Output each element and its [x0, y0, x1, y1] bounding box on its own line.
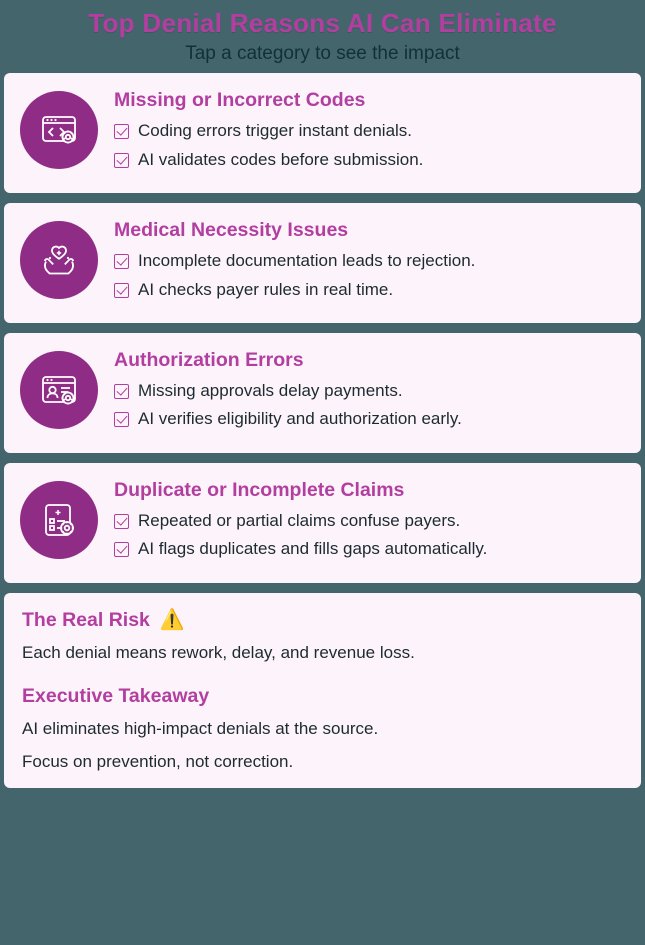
check-icon: [114, 124, 129, 139]
card-title: Medical Necessity Issues: [114, 219, 349, 242]
check-icon: [114, 542, 129, 557]
bullet-text: AI verifies eligibility and authorization early.: [138, 409, 462, 429]
takeaway-line-1: AI eliminates high-impact denials at the source.: [22, 718, 379, 738]
executive-takeaway-heading: [22, 685, 623, 708]
bullet-text: AI validates codes before submission.: [138, 149, 424, 169]
bullet-text: Missing approvals delay payments.: [138, 381, 403, 401]
bullet-item: [114, 538, 625, 560]
bullet-item: [114, 510, 625, 532]
card-title: Missing or Incorrect Codes: [114, 89, 366, 112]
check-icon: [114, 283, 129, 298]
header: [0, 0, 645, 73]
real-risk-text: Each denial means rework, delay, and revenue loss.: [22, 642, 415, 662]
bullet-text: AI flags duplicates and fills gaps automatically.: [138, 539, 488, 559]
card-body: [114, 347, 625, 437]
bullet-text: Repeated or partial claims confuse payers.: [138, 510, 461, 530]
check-icon: [114, 514, 129, 529]
card-title: Duplicate or Incomplete Claims: [114, 478, 405, 501]
real-risk-heading: [22, 609, 623, 632]
check-icon: [114, 412, 129, 427]
real-risk-title: The Real Risk: [22, 608, 150, 631]
summary-panel: [4, 593, 641, 788]
denial-card-codes[interactable]: [4, 73, 641, 193]
bullet-item: [114, 149, 625, 171]
card-body: [114, 87, 625, 177]
takeaway-line-2: Focus on prevention, not correction.: [22, 751, 294, 771]
bullet-item: [114, 380, 625, 402]
hands-heart-medical-icon: [20, 221, 98, 299]
check-icon: [114, 384, 129, 399]
bullet-item: [114, 120, 625, 142]
executive-takeaway-title: Executive Takeaway: [22, 684, 210, 707]
card-title: Authorization Errors: [114, 349, 304, 372]
card-body: [114, 477, 625, 567]
bullet-item: [114, 408, 625, 430]
bullet-item: [114, 250, 625, 272]
card-body: [114, 217, 625, 307]
document-gear-icon: [20, 481, 98, 559]
page-subtitle: Tap a category to see the impact: [185, 43, 460, 65]
bullet-text: Incomplete documentation leads to rejection.: [138, 251, 476, 271]
bullet-text: Coding errors trigger instant denials.: [138, 121, 413, 141]
check-icon: [114, 254, 129, 269]
warning-triangle-icon: ⚠️: [159, 609, 185, 632]
bullet-item: [114, 279, 625, 301]
denial-card-medical-necessity[interactable]: [4, 203, 641, 323]
denial-card-duplicate-claims[interactable]: [4, 463, 641, 583]
denial-card-authorization[interactable]: [4, 333, 641, 453]
browser-user-gear-icon: [20, 351, 98, 429]
bullet-text: AI checks payer rules in real time.: [138, 279, 394, 299]
page-title: Top Denial Reasons AI Can Eliminate: [88, 8, 557, 38]
code-window-gear-icon: [20, 91, 98, 169]
check-icon: [114, 153, 129, 168]
